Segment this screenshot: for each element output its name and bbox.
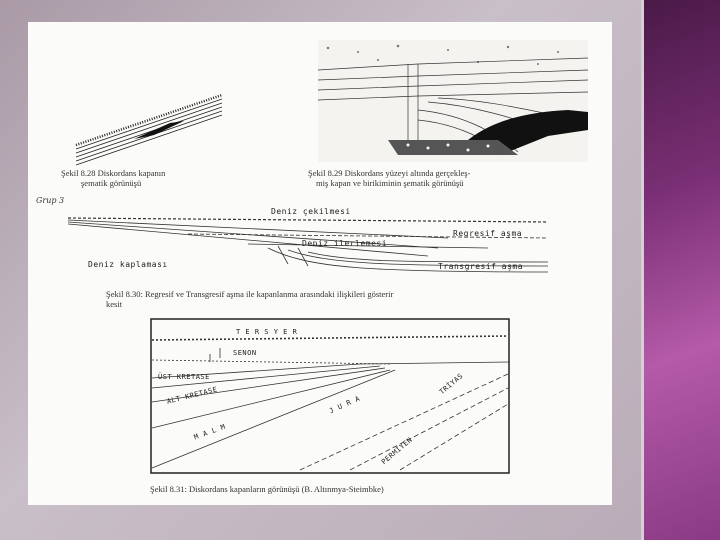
label-permian: PERMİYEN [380,435,415,467]
label-sea-withdrawal: Deniz çekilmesi [271,207,351,216]
label-transgressive-onlap: Transgresif aşma [438,262,524,271]
caption-line: Şekil 8.28 Diskordans kapanın [61,168,166,178]
label-terrain: T E R S Y E R [236,328,298,336]
decorative-side-band [641,0,720,540]
caption-line: miş kapan ve birikiminin şematik görünüşü [316,178,464,188]
figure-8-28-caption [61,168,165,188]
label-triassic: TRİYAS [438,371,465,397]
label-senon: SENON [233,349,257,357]
figure-8-30-caption [106,289,393,309]
figure-8-29-drawing [318,40,588,162]
label-upper-cretaceous: ÜST KRETASE [158,373,210,381]
caption-line: kesit [106,299,123,309]
figure-8-28-drawing [74,87,224,167]
label-sea-progress: Deniz ilerlemesi [302,239,388,248]
caption-line: Şekil 8.30: Regresif ve Transgresif aşma ile kapanlanma arasındaki ilişkileri gösterir [106,289,394,299]
label-malm: M A L M [193,422,227,442]
label-lower-cretaceous: ALT KRETASE [166,385,219,406]
figure-8-31-caption: Şekil 8.31: Diskordans kapanların görünüşü (B. Altınmya-Steimbke) [150,484,384,494]
handwritten-note: Grup 3 [36,196,65,205]
label-jura: J U R A [328,394,362,416]
label-regressive-onlap: Regresif aşma [453,229,523,238]
scanned-page [28,22,612,505]
caption-line: Şekil 8.29 Diskordans yüzeyi altında gerçekleş- [308,168,471,178]
figure-8-29-caption [308,168,470,188]
caption-line: şematik görünüşü [81,178,142,188]
label-sea-cover: Deniz kaplaması [88,260,168,269]
